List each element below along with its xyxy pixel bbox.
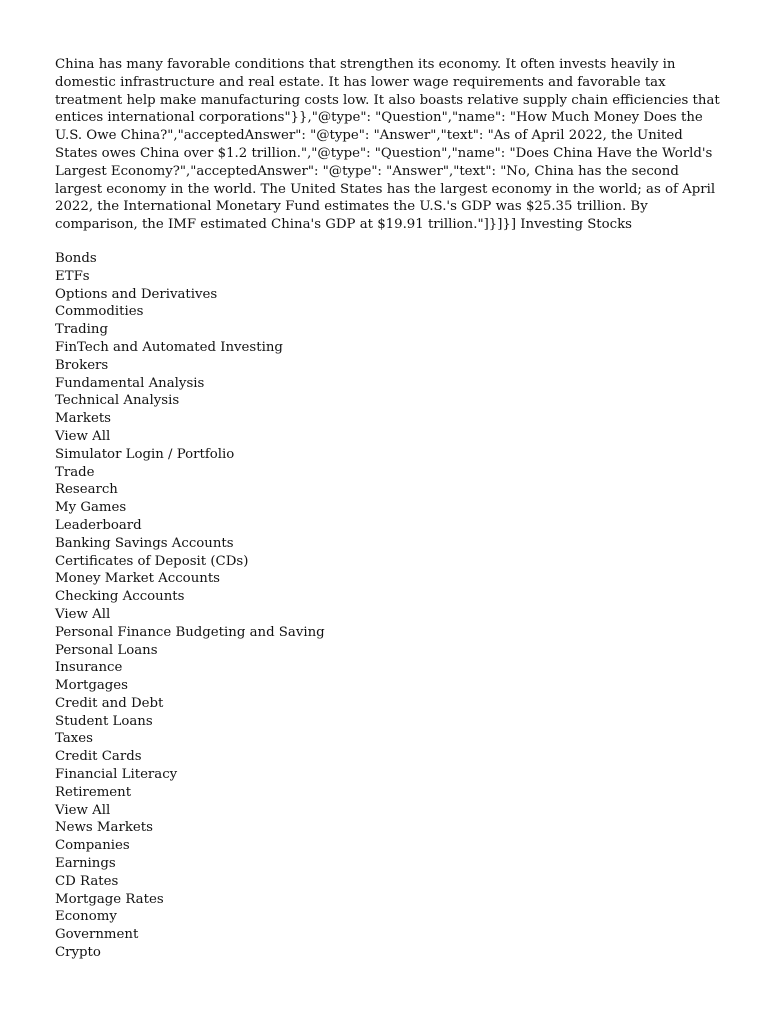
nav-link-leaderboard[interactable]: Leaderboard: [55, 517, 142, 533]
nav-link-government[interactable]: Government: [55, 927, 139, 943]
nav-link-technical-analysis[interactable]: Technical Analysis: [55, 393, 180, 409]
nav-link-options-and-derivatives[interactable]: Options and Derivatives: [55, 286, 218, 302]
nav-link-bonds[interactable]: Bonds: [55, 250, 97, 266]
nav-list-item: [55, 553, 720, 571]
nav-list-item: [55, 677, 720, 695]
nav-link-commodities[interactable]: Commodities: [55, 304, 144, 320]
nav-list-item: [55, 357, 720, 375]
nav-list-item: [55, 375, 720, 393]
nav-list-item: [55, 464, 720, 482]
nav-list-item: [55, 250, 720, 268]
nav-link-personal-finance-budgeting-and-saving[interactable]: Personal Finance Budgeting and Saving: [55, 624, 325, 640]
nav-link-student-loans[interactable]: Student Loans: [55, 713, 153, 729]
nav-list-item: [55, 908, 720, 926]
nav-list-item: [55, 766, 720, 784]
nav-link-news-markets[interactable]: News Markets: [55, 820, 153, 836]
nav-link-fintech-and-automated-investing[interactable]: FinTech and Automated Investing: [55, 339, 283, 355]
nav-link-banking-savings-accounts[interactable]: Banking Savings Accounts: [55, 535, 234, 551]
nav-list-item: [55, 659, 720, 677]
page-content: [55, 56, 720, 962]
nav-link-personal-loans[interactable]: Personal Loans: [55, 642, 158, 658]
nav-list-item: [55, 268, 720, 286]
nav-link-checking-accounts[interactable]: Checking Accounts: [55, 589, 185, 605]
nav-link-view-all[interactable]: View All: [55, 802, 111, 818]
nav-list-item: [55, 873, 720, 891]
nav-list-item: [55, 303, 720, 321]
nav-link-etfs[interactable]: ETFs: [55, 268, 90, 284]
nav-link-earnings[interactable]: Earnings: [55, 856, 116, 872]
nav-list-item: [55, 819, 720, 837]
nav-link-certificates-of-deposit-cds[interactable]: Certificates of Deposit (CDs): [55, 553, 249, 569]
nav-list-item: [55, 570, 720, 588]
nav-list-item: [55, 481, 720, 499]
nav-link-financial-literacy[interactable]: Financial Literacy: [55, 767, 178, 783]
nav-list-item: [55, 730, 720, 748]
nav-link-crypto[interactable]: Crypto: [55, 945, 101, 961]
nav-list-item: [55, 588, 720, 606]
nav-list-item: [55, 517, 720, 535]
nav-link-insurance[interactable]: Insurance: [55, 660, 123, 676]
nav-link-view-all[interactable]: View All: [55, 606, 111, 622]
nav-link-simulator-login-portfolio[interactable]: Simulator Login / Portfolio: [55, 446, 235, 462]
nav-link-markets[interactable]: Markets: [55, 411, 111, 427]
navigation-list: [55, 250, 720, 962]
nav-list-item: [55, 499, 720, 517]
nav-link-fundamental-analysis[interactable]: Fundamental Analysis: [55, 375, 205, 391]
nav-link-taxes[interactable]: Taxes: [55, 731, 93, 747]
nav-link-brokers[interactable]: Brokers: [55, 357, 109, 373]
nav-list-item: [55, 695, 720, 713]
nav-list-item: [55, 748, 720, 766]
nav-link-trade[interactable]: Trade: [55, 464, 95, 480]
nav-link-economy[interactable]: Economy: [55, 909, 117, 925]
nav-list-item: [55, 784, 720, 802]
nav-link-credit-and-debt[interactable]: Credit and Debt: [55, 695, 164, 711]
nav-list-item: [55, 446, 720, 464]
nav-link-trading[interactable]: Trading: [55, 322, 108, 338]
nav-list-item: [55, 802, 720, 820]
nav-link-cd-rates[interactable]: CD Rates: [55, 873, 119, 889]
nav-list-item: [55, 891, 720, 909]
nav-list-item: [55, 339, 720, 357]
nav-list-item: [55, 392, 720, 410]
nav-list-item: [55, 713, 720, 731]
nav-list-item: [55, 837, 720, 855]
nav-link-money-market-accounts[interactable]: Money Market Accounts: [55, 571, 220, 587]
nav-link-view-all[interactable]: View All: [55, 428, 111, 444]
nav-list-item: [55, 642, 720, 660]
nav-list-item: [55, 606, 720, 624]
nav-link-research[interactable]: Research: [55, 482, 118, 498]
nav-list-item: [55, 535, 720, 553]
nav-link-my-games[interactable]: My Games: [55, 500, 127, 516]
nav-list-item: [55, 944, 720, 962]
nav-link-companies[interactable]: Companies: [55, 838, 130, 854]
nav-link-retirement[interactable]: Retirement: [55, 784, 132, 800]
nav-list-item: [55, 410, 720, 428]
nav-link-credit-cards[interactable]: Credit Cards: [55, 749, 142, 765]
intro-paragraph: China has many favorable conditions that strengthen its economy. It often invests heavily in domestic infrastructure and real estate. It has lower wage requirements and favorable tax treatment help make manufacturing costs low. It also boasts relative supply chain efficiencies that entices international corporations"}},"@type": "Question","name": "How Much Money Does the U.S. Owe China?","acceptedAnswer": "@type": "Answer","text": "As of April 2022, the United States owes China over $1.2 trillion.","@type": "Question","name": "Does China Have the World's Largest Economy?","acceptedAnswer": "@type": "Answer","text": "No, China has the second largest economy in the world. The United States has the largest economy in the world; as of April 2022, the International Monetary Fund estimates the U.S.'s GDP was $25.35 trillion. By comparison, the IMF estimated China's GDP at $19.91 trillion."]}]}] Investing Stocks: [55, 57, 720, 233]
nav-list-item: [55, 428, 720, 446]
nav-list-item: [55, 321, 720, 339]
nav-list-item: [55, 926, 720, 944]
nav-list-item: [55, 855, 720, 873]
nav-list-item: [55, 286, 720, 304]
nav-link-mortgage-rates[interactable]: Mortgage Rates: [55, 891, 164, 907]
nav-link-mortgages[interactable]: Mortgages: [55, 678, 128, 694]
nav-list-item: [55, 624, 720, 642]
